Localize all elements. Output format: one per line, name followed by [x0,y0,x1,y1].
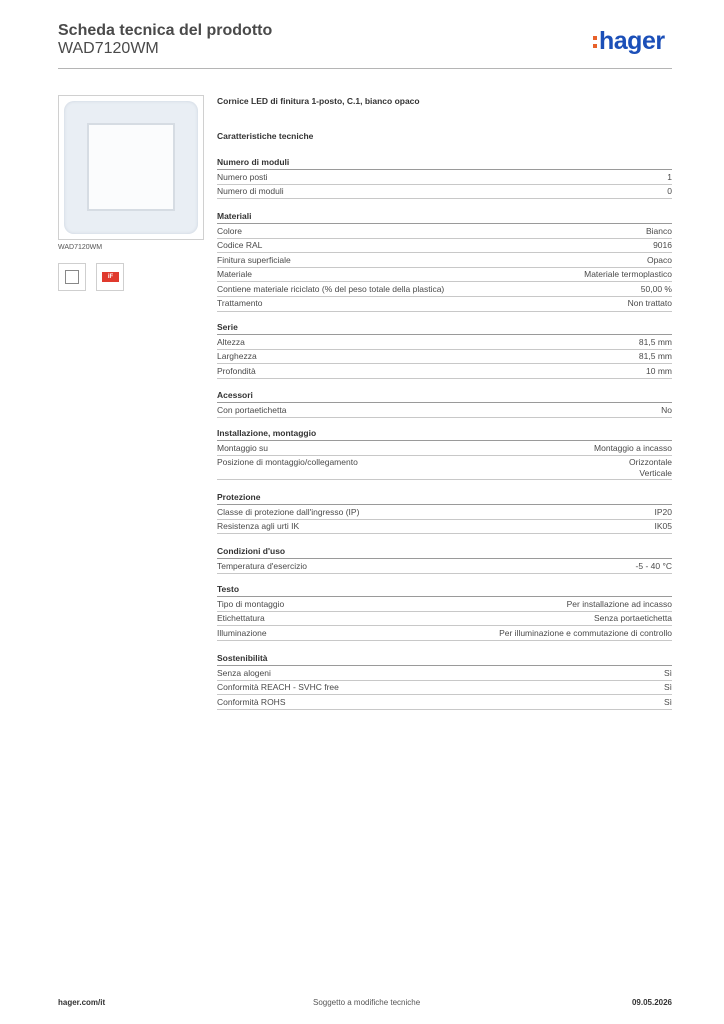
hager-logo [593,27,665,56]
spec-row [217,239,672,254]
spec-label: Numero posti [217,171,268,182]
spec-value-line: Opaco [646,254,672,265]
spec-section [217,583,672,641]
spec-value-line: No [661,404,672,415]
spec-row [217,681,672,696]
section-title: Testo [217,583,672,597]
image-caption: WAD7120WM [58,244,103,251]
footer-note: Soggetto a modifiche tecniche [313,998,421,1007]
spec-row [217,441,672,456]
spec-value [664,682,672,693]
product-code: WAD7120WM [58,40,159,57]
spec-value [661,405,672,416]
spec-value [655,521,673,532]
spec-section [217,491,672,534]
spec-value-line: -5 - 40 °C [635,560,672,571]
spec-section [217,652,672,710]
frame-cover-icon [64,101,198,234]
logo-text: hager [599,27,665,55]
spec-value-line: Montaggio a incasso [594,442,672,453]
section-title: Acessori [217,389,672,403]
spec-value [667,172,672,183]
spec-label: Classe di protezione dall'ingresso (IP) [217,506,360,517]
spec-label: Illuminazione [217,627,267,638]
spec-label: Montaggio su [217,442,269,453]
spec-row [217,559,672,574]
spec-section [217,389,672,418]
spec-label: Conformità ROHS [217,696,286,707]
spec-row [217,350,672,365]
spec-value-line: 9016 [653,240,672,251]
spec-row [217,626,672,641]
spec-value-line: 0 [667,186,672,197]
spec-value [655,507,673,518]
spec-label: Colore [217,225,243,236]
spec-label: Temperatura d'esercizio [217,560,307,571]
spec-value [628,298,672,309]
spec-value-line: Senza portaetichetta [594,613,672,624]
spec-row [217,268,672,283]
spec-row [217,520,672,535]
spec-value-line: Sì [663,682,672,693]
spec-label: Larghezza [217,351,257,362]
section-title: Protezione [217,491,672,505]
frame-opening [87,123,175,211]
spec-row [217,282,672,297]
section-title: Condizioni d'uso [217,545,672,559]
spec-value-line: Per installazione ad incasso [566,598,672,609]
spec-label: Etichettatura [217,613,265,624]
section-title: Serie [217,321,672,335]
badge-label: iF [102,272,119,282]
spec-value [567,599,672,610]
spec-section [217,156,672,199]
spec-label: Posizione di montaggio/collegamento [217,457,358,468]
logo-colon-icon [593,32,597,52]
spec-value-line: 81,5 mm [638,336,672,347]
section-title: Sostenibilità [217,652,672,666]
spec-value-line: Sì [663,667,672,678]
spec-value [499,628,672,639]
spec-row [217,505,672,520]
spec-value [646,226,672,237]
spec-label: Conformità REACH - SVHC free [217,682,339,693]
spec-label: Altezza [217,336,245,347]
spec-row [217,597,672,612]
spec-value [594,613,672,624]
spec-row [217,185,672,200]
spec-value-line: Verticale [639,467,672,478]
spec-label: Tipo di montaggio [217,598,285,609]
spec-row [217,403,672,418]
spec-row [217,253,672,268]
footer-date: 09.05.2026 [631,998,672,1007]
spec-row [217,612,672,627]
spec-value-line: Non trattato [627,298,672,309]
spec-value [636,561,672,572]
spec-value [594,443,672,454]
header-divider [58,68,672,69]
spec-row [217,170,672,185]
section-title: Installazione, montaggio [217,427,672,441]
spec-row [217,335,672,350]
spec-label: Contiene materiale riciclato (% del peso totale della plastica) [217,283,445,294]
section-title: Materiali [217,210,672,224]
spec-section [217,321,672,379]
spec-label: Numero di moduli [217,186,284,197]
spec-label: Profondità [217,365,256,376]
spec-value [646,366,672,377]
spec-row [217,695,672,710]
spec-value [629,457,672,478]
spec-label: Finitura superficiale [217,254,291,265]
spec-row [217,666,672,681]
spec-value-line: Sì [663,696,672,707]
spec-value [667,186,672,197]
spec-label: Con portaetichetta [217,404,287,415]
spec-row [217,364,672,379]
page-title: Scheda tecnica del prodotto [58,22,273,39]
spec-value [653,240,672,251]
spec-label: Trattamento [217,298,263,309]
if-design-award-badge-icon[interactable] [96,263,124,291]
spec-value-line: IP20 [654,506,672,517]
spec-section [217,210,672,312]
product-image [58,95,204,240]
spec-value-line: 10 mm [646,365,672,376]
spec-value-line: 50,00 % [640,283,672,294]
spec-value [664,668,672,679]
spec-label: Materiale [217,269,252,280]
spec-row [217,224,672,239]
spec-value-line: Orizzontale [629,457,672,468]
spec-label: Codice RAL [217,240,263,251]
specs-heading: Caratteristiche tecniche [217,131,314,141]
spec-value [639,337,672,348]
spec-label: Resistenza agli urti IK [217,521,300,532]
spec-value [641,284,672,295]
spec-value [664,697,672,708]
spec-value [647,255,672,266]
footer-website[interactable]: hager.com/it [58,998,106,1007]
spec-value [584,269,672,280]
spec-value-line: Bianco [646,225,672,236]
section-title: Numero di moduli [217,156,672,170]
spec-value [639,351,672,362]
spec-value-line: IK05 [654,521,672,532]
spec-value-line: 1 [667,171,672,182]
spec-value-line: Materiale termoplastico [584,269,672,280]
spec-section [217,427,672,480]
spec-value-line: Per illuminazione e commutazione di controllo [499,627,672,638]
spec-value-line: 81,5 mm [638,351,672,362]
spec-row [217,456,672,481]
spec-row [217,297,672,312]
product-description: Cornice LED di finitura 1-posto, C.1, bianco opaco [217,96,420,106]
frame-outline-icon[interactable] [58,263,86,291]
spec-section [217,545,672,574]
spec-label: Senza alogeni [217,667,271,678]
